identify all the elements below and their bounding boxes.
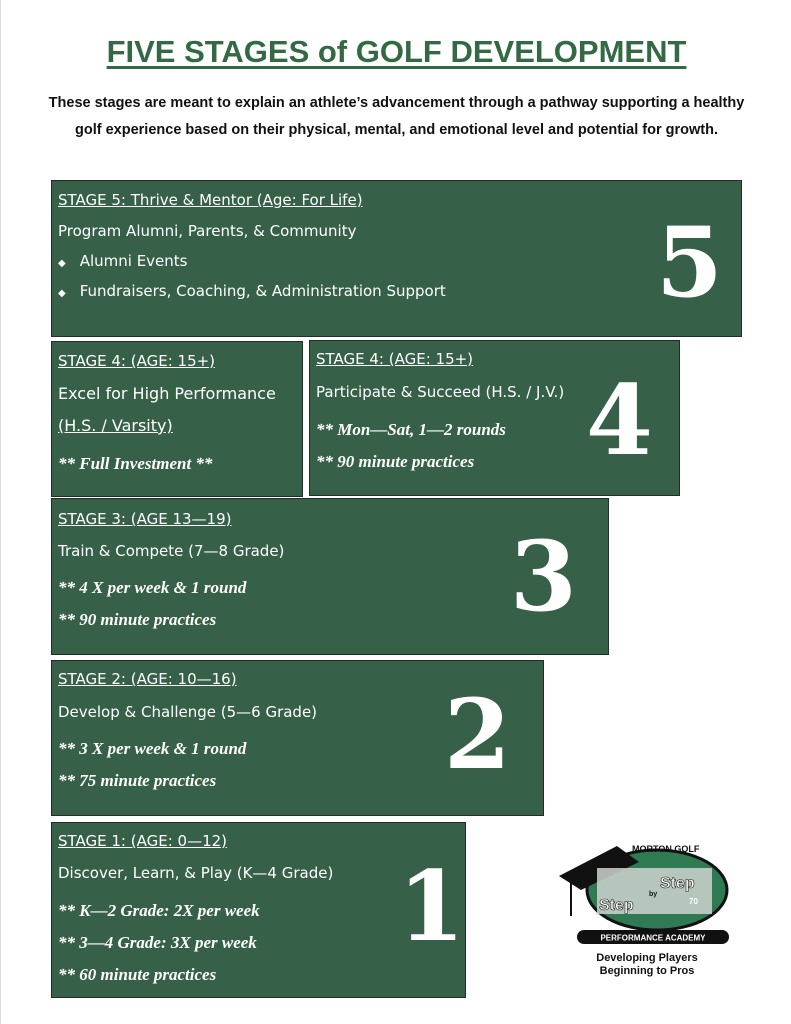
stage-2-note: ** 3 X per week & 1 round	[58, 739, 247, 758]
stage-number: 2	[444, 678, 511, 791]
stage-1-note: ** 3—4 Grade: 3X per week	[58, 933, 257, 952]
logo-brand: MORTON GOLF	[632, 844, 700, 854]
stage-3-heading: STAGE 3: (AGE 13—19)	[58, 510, 232, 528]
stage-5-box	[51, 180, 742, 337]
stage-4a-line: (H.S. / Varsity)	[58, 416, 173, 435]
logo-by: by	[649, 891, 658, 898]
stage-3-note: ** 90 minute practices	[58, 610, 217, 629]
page-title: FIVE STAGES of GOLF DEVELOPMENT	[106, 34, 687, 69]
logo-step: Step	[599, 897, 634, 914]
stage-number: 1	[398, 850, 465, 963]
intro-text: These stages are meant to explain an athlete’s advancement through a pathway supporting a healthy golf experience based on their physical, mental, and emotional level and potential for growth.	[48, 95, 745, 138]
stage-5-line: Program Alumni, Parents, & Community	[58, 222, 357, 240]
bullet-text: Fundraisers, Coaching, & Administration Support	[79, 282, 446, 300]
stage-4b-note: ** 90 minute practices	[316, 452, 475, 471]
stage-4b-note: ** Mon—Sat, 1—2 rounds	[316, 420, 506, 439]
stage-1-heading: STAGE 1: (AGE: 0—12)	[58, 832, 228, 850]
stage-2-box	[51, 660, 544, 816]
stage-number: 4	[586, 364, 653, 477]
stage-3-note: ** 4 X per week & 1 round	[58, 578, 247, 597]
stage-1-line: Discover, Learn, & Play (K—4 Grade)	[58, 864, 334, 882]
diamond-bullet-icon: ◆	[58, 288, 66, 299]
stage-5-bullet	[58, 252, 187, 270]
stage-2-line: Develop & Challenge (5—6 Grade)	[58, 703, 318, 721]
stage-5-heading: STAGE 5: Thrive & Mentor (Age: For Life)	[58, 191, 363, 209]
tagline-line: Beginning to Pros	[599, 965, 695, 977]
stage-4a-box	[51, 341, 303, 497]
logo-badge: 70	[689, 897, 698, 906]
academy-label: PERFORMANCE ACADEMY	[600, 933, 706, 943]
stage-4b-line: Participate & Succeed (H.S. / J.V.)	[316, 383, 565, 401]
stage-4b-box	[309, 340, 680, 496]
diamond-bullet-icon: ◆	[58, 258, 66, 269]
stage-1-note: ** K—2 Grade: 2X per week	[58, 901, 260, 920]
stage-4b-heading: STAGE 4: (AGE: 15+)	[316, 350, 474, 368]
stage-4a-line: Excel for High Performance	[58, 384, 276, 403]
stage-number: 5	[656, 206, 723, 319]
bullet-text: Alumni Events	[79, 252, 188, 270]
stage-4a-note: ** Full Investment **	[58, 454, 213, 473]
stage-5-bullet	[58, 282, 446, 300]
stage-2-heading: STAGE 2: (AGE: 10—16)	[58, 670, 237, 688]
stage-2-note: ** 75 minute practices	[58, 771, 217, 790]
stage-3-box	[51, 498, 609, 655]
stage-3-line: Train & Compete (7—8 Grade)	[58, 542, 285, 560]
stage-1-box	[51, 822, 466, 998]
logo-tagline	[557, 952, 737, 978]
tagline-line: Developing Players	[596, 952, 698, 964]
stage-number: 3	[510, 520, 577, 633]
logo-step: Step	[660, 875, 695, 892]
stage-4a-heading: STAGE 4: (AGE: 15+)	[58, 352, 216, 370]
stage-1-note: ** 60 minute practices	[58, 965, 217, 984]
